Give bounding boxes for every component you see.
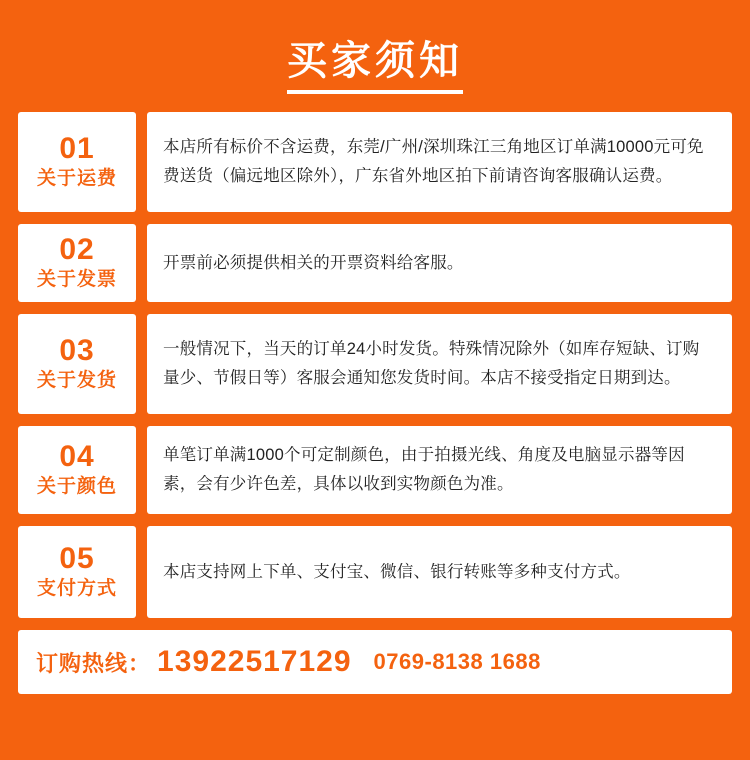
notice-body-text: 本店支持网上下单、支付宝、微信、银行转账等多种支付方式。 (163, 562, 631, 581)
hotline-bar (18, 630, 732, 694)
notice-body-text: 一般情况下，当天的订单24小时发货。特殊情况除外（如库存短缺、订购量少、节假日等）客服会通知您发货时间。本店不接受指定日期到达。 (163, 340, 700, 387)
notice-label: 关于颜色 (36, 476, 117, 498)
notice-badge (18, 314, 136, 414)
list-item (18, 224, 732, 302)
notice-badge (18, 526, 136, 618)
notice-body (147, 426, 732, 514)
notice-badge (18, 426, 136, 514)
notice-number: 03 (59, 334, 95, 368)
notice-body (147, 526, 732, 618)
notice-body-text: 单笔订单满1000个可定制颜色，由于拍摄光线、角度及电脑显示器等因素，会有少许色差，具体以收到实物颜色为准。 (163, 446, 685, 493)
notice-body-text: 本店所有标价不含运费，东莞/广州/深圳珠江三角地区订单满10000元可免费送货（偏远地区除外），广东省外地区拍下前请咨询客服确认运费。 (163, 138, 704, 185)
notice-number: 04 (59, 440, 95, 474)
notice-label: 关于发票 (36, 269, 117, 291)
notice-badge (18, 224, 136, 302)
notice-number: 01 (59, 132, 95, 166)
notice-number: 05 (59, 542, 95, 576)
notice-label: 支付方式 (36, 578, 117, 600)
notice-badge (18, 112, 136, 212)
notice-label: 关于运费 (36, 168, 117, 190)
notice-body (147, 314, 732, 414)
page-title-container (0, 0, 750, 112)
notice-body-text: 开票前必须提供相关的开票资料给客服。 (163, 253, 464, 272)
list-item (18, 112, 732, 212)
hotline-secondary-number: 0769-8138 1688 (373, 649, 541, 674)
notice-body (147, 112, 732, 212)
hotline-primary-number: 13922517129 (157, 645, 352, 678)
hotline-label: 订购热线： (36, 650, 152, 676)
notice-list (0, 112, 750, 618)
list-item (18, 426, 732, 514)
page-title: 买家须知 (287, 38, 463, 94)
notice-label: 关于发货 (36, 370, 117, 392)
list-item (18, 314, 732, 414)
list-item (18, 526, 732, 618)
notice-body (147, 224, 732, 302)
notice-number: 02 (59, 233, 95, 267)
